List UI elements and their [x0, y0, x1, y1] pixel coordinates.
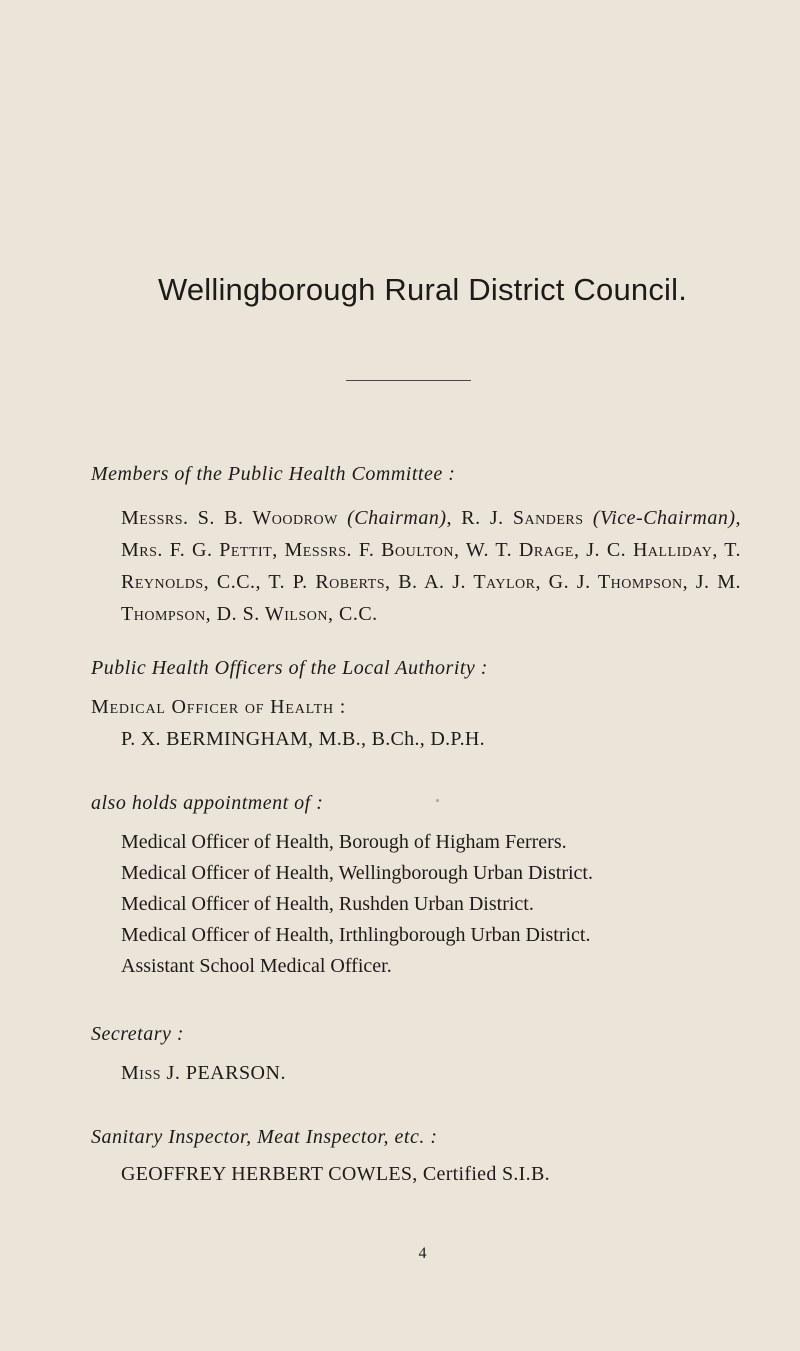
members-segment: , Mrs. F. G. Pettit, Messrs. F. Boulton, W. T. Drage, J. C. Halliday, T. Reynolds, C.C., T. P. Roberts, B. A. J. Taylor, G. J. Thompson, J. M. Thompson, D. S. Wilson, C.C.: [121, 507, 741, 625]
appointment-item: Medical Officer of Health, Irthlingborough Urban District.: [121, 924, 591, 946]
members-segment: , R. J. Sanders: [446, 507, 593, 529]
members-role: (Chairman): [347, 507, 447, 529]
page-number: 4: [418, 1245, 427, 1262]
appointments-heading: also holds appointment of :: [91, 792, 324, 814]
members-role: (Vice-Chairman): [592, 507, 736, 529]
secretary-name-line: [121, 1062, 286, 1085]
medical-officer-name: P. X. BERMINGHAM, M.B., B.Ch., D.P.H.: [121, 728, 485, 750]
appointment-item: Assistant School Medical Officer.: [121, 955, 392, 977]
members-segment: Messrs. S. B. Woodrow: [121, 507, 348, 529]
medical-officer-label: Medical Officer of Health :: [91, 696, 347, 718]
members-heading: Members of the Public Health Committee :: [91, 463, 456, 485]
sanitary-inspector-name: GEOFFREY HERBERT COWLES, Certified S.I.B.: [121, 1163, 550, 1185]
paper-speck: [436, 799, 439, 802]
title-divider: [346, 380, 471, 381]
members-list: [121, 502, 741, 630]
appointment-item: Medical Officer of Health, Borough of Higham Ferrers.: [121, 831, 567, 853]
appointment-item: Medical Officer of Health, Wellingborough Urban District.: [121, 862, 593, 884]
secretary-heading: Secretary :: [91, 1023, 185, 1045]
document-title: Wellingborough Rural District Council.: [157, 272, 688, 307]
officers-heading: Public Health Officers of the Local Authority :: [91, 657, 488, 679]
secretary-name: J. PEARSON.: [166, 1062, 286, 1084]
secretary-title: Miss: [121, 1062, 162, 1084]
sanitary-heading: Sanitary Inspector, Meat Inspector, etc. :: [91, 1126, 438, 1148]
appointment-item: Medical Officer of Health, Rushden Urban District.: [121, 893, 534, 915]
